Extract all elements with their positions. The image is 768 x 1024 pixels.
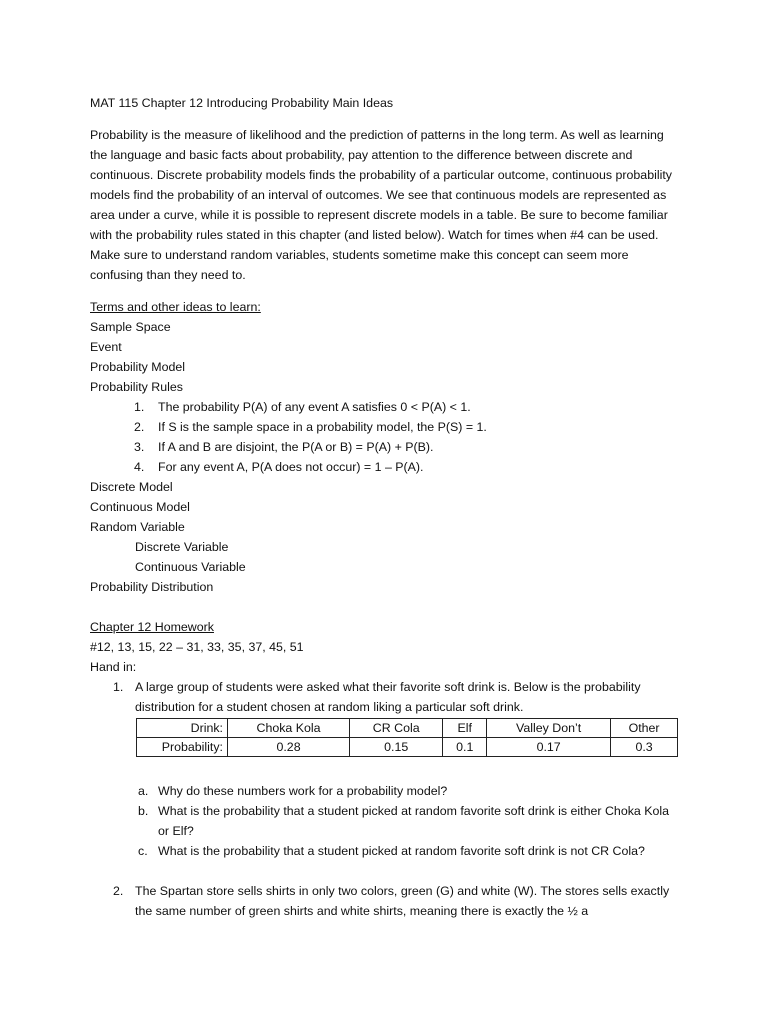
question-1-part-c bbox=[90, 841, 680, 861]
rule-number: 2. bbox=[134, 420, 145, 434]
term-event: Event bbox=[90, 340, 122, 354]
question-1 bbox=[90, 677, 680, 717]
term-random-variable: Random Variable bbox=[90, 520, 185, 534]
table-row-drinks bbox=[137, 719, 678, 738]
question-1-part-b bbox=[90, 801, 680, 841]
row-header-probability: Probability: bbox=[137, 738, 228, 757]
term-continuous-model: Continuous Model bbox=[90, 500, 190, 514]
part-letter: b. bbox=[138, 804, 149, 818]
part-letter: a. bbox=[138, 784, 149, 798]
question-text: A large group of students were asked what their favorite soft drink is. Below is the probability distribution for a student chosen at random liking a particular soft drink. bbox=[135, 680, 641, 714]
probability-distribution-table bbox=[136, 718, 678, 757]
terms-heading: Terms and other ideas to learn: bbox=[90, 300, 261, 314]
spacer bbox=[90, 597, 680, 617]
table-cell-drink: Elf bbox=[443, 719, 487, 738]
term-probability-distribution: Probability Distribution bbox=[90, 580, 214, 594]
table-cell-probability: 0.15 bbox=[350, 738, 443, 757]
document-body bbox=[90, 93, 680, 921]
rule-text: The probability P(A) of any event A satisfies 0 < P(A) < 1. bbox=[158, 400, 471, 414]
rule-text: If S is the sample space in a probability model, the P(S) = 1. bbox=[158, 420, 487, 434]
table-cell-probability: 0.1 bbox=[443, 738, 487, 757]
table-cell-drink: Other bbox=[611, 719, 678, 738]
rule-item bbox=[90, 397, 680, 417]
table-cell-probability: 0.3 bbox=[611, 738, 678, 757]
term-probability-rules: Probability Rules bbox=[90, 380, 183, 394]
question-2 bbox=[90, 881, 680, 921]
table-cell-probability: 0.17 bbox=[487, 738, 611, 757]
homework-heading: Chapter 12 Homework bbox=[90, 620, 214, 634]
homework-problems: #12, 13, 15, 22 – 31, 33, 35, 37, 45, 51 bbox=[90, 640, 304, 654]
question-text: The Spartan store sells shirts in only two colors, green (G) and white (W). The stores sells exactly the same number of green shirts and white shirts, meaning there is exactly the ½ a bbox=[135, 884, 670, 918]
part-text: What is the probability that a student picked at random favorite soft drink is not CR Cola? bbox=[158, 844, 645, 858]
question-number: 1. bbox=[113, 680, 124, 694]
question-1-part-a bbox=[90, 781, 680, 801]
rule-number: 4. bbox=[134, 460, 145, 474]
term-continuous-variable: Continuous Variable bbox=[135, 560, 246, 574]
probability-rules-list bbox=[90, 397, 680, 477]
table-cell-drink: Valley Don’t bbox=[487, 719, 611, 738]
row-header-drink: Drink: bbox=[137, 719, 228, 738]
rule-number: 1. bbox=[134, 400, 145, 414]
term-sample-space: Sample Space bbox=[90, 320, 171, 334]
table-cell-drink: CR Cola bbox=[350, 719, 443, 738]
term-probability-model: Probability Model bbox=[90, 360, 186, 374]
part-text: Why do these numbers work for a probability model? bbox=[158, 784, 448, 798]
rule-item bbox=[90, 417, 680, 437]
intro-paragraph: Probability is the measure of likelihood and the prediction of patterns in the long term. As well as learning the language and basic facts about probability, pay attention to the difference between discrete and continuous. Discrete probability models finds the probability of a particular outcome, continuous probability models find the probability of an interval of outcomes. We see that continuous models are represented as area under a curve, while it is possible to represent discrete models in a table. Be sure to become familiar with the probability rules stated in this chapter (and listed below). Watch for times when #4 can be used. Make sure to understand random variables, students sometime make this concept can seem more confusing than they need to. bbox=[90, 128, 672, 282]
part-letter: c. bbox=[138, 844, 148, 858]
term-discrete-model: Discrete Model bbox=[90, 480, 173, 494]
table-row-probabilities bbox=[137, 738, 678, 757]
question-number: 2. bbox=[113, 884, 124, 898]
table-cell-drink: Choka Kola bbox=[228, 719, 350, 738]
rule-item bbox=[90, 437, 680, 457]
rule-item bbox=[90, 457, 680, 477]
table-cell-probability: 0.28 bbox=[228, 738, 350, 757]
term-discrete-variable: Discrete Variable bbox=[135, 540, 229, 554]
part-text: What is the probability that a student picked at random favorite soft drink is either Choka Kola or Elf? bbox=[158, 804, 670, 838]
rule-number: 3. bbox=[134, 440, 145, 454]
document-title: MAT 115 Chapter 12 Introducing Probability Main Ideas bbox=[90, 96, 394, 110]
rule-text: If A and B are disjoint, the P(A or B) = P(A) + P(B). bbox=[158, 440, 434, 454]
rule-text: For any event A, P(A does not occur) = 1 – P(A). bbox=[158, 460, 424, 474]
hand-in-label: Hand in: bbox=[90, 660, 137, 674]
spacer bbox=[90, 861, 680, 881]
